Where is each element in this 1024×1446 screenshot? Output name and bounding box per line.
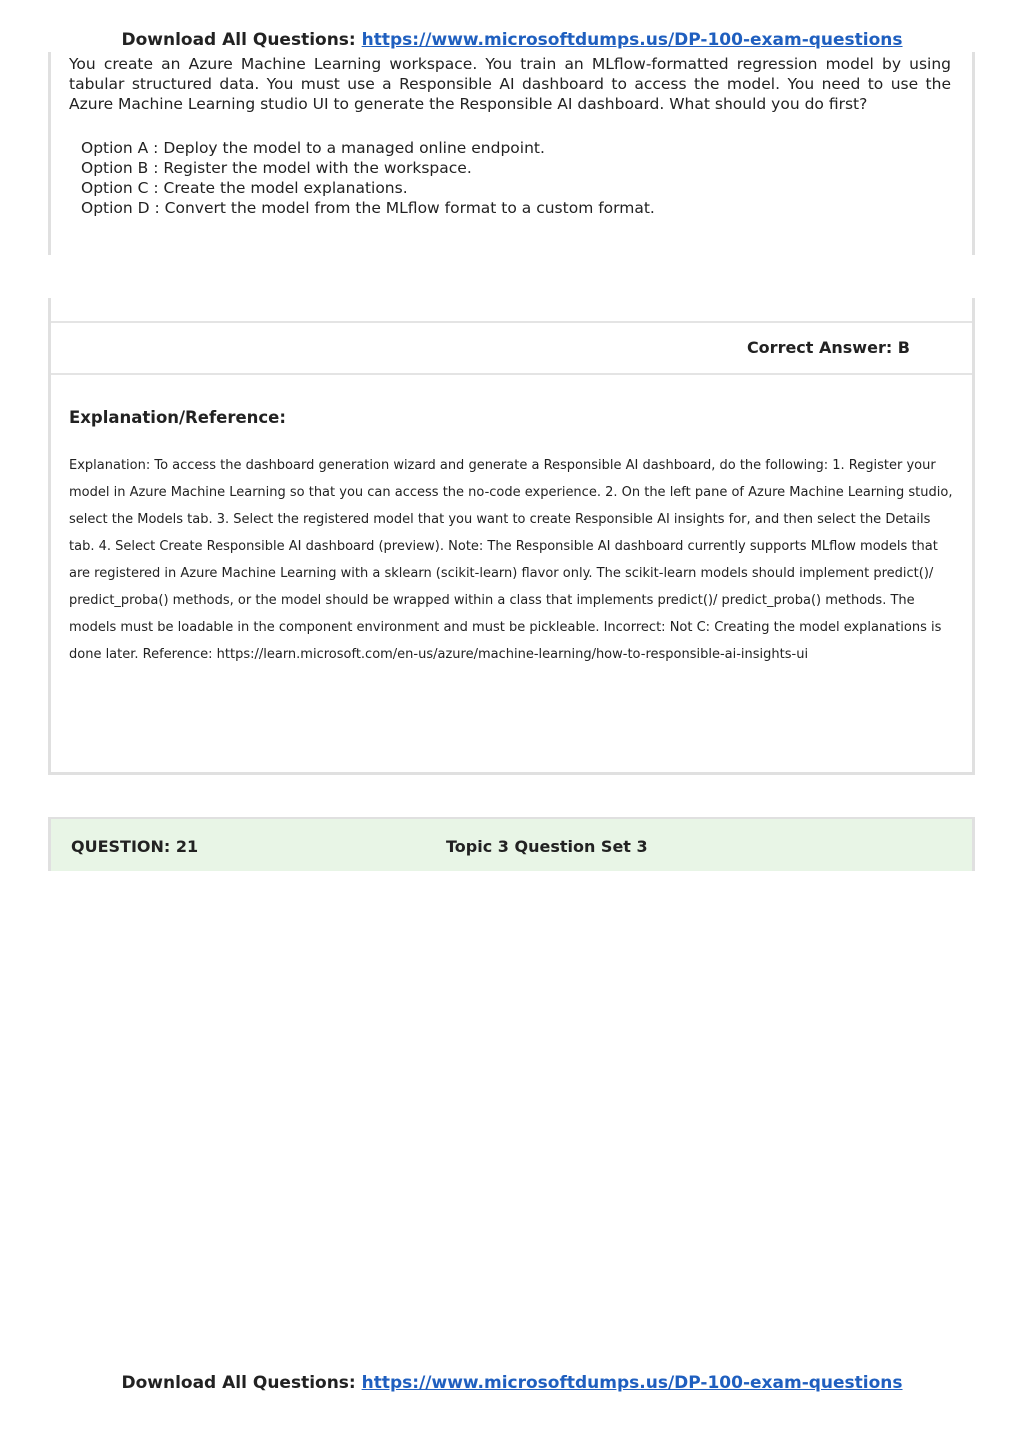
correct-answer: Correct Answer: B: [746, 338, 910, 357]
option-c: Option C : Create the model explanations.: [81, 179, 408, 197]
next-question-header: [48, 817, 975, 871]
download-link[interactable]: https://www.microsoftdumps.us/DP-100-exam-questions: [361, 1373, 903, 1393]
explanation-text: Explanation: To access the dashboard generation wizard and generate a Responsible AI dashboard, do the following: 1. Register your model in Azure Machine Learning so that you can access the no-code experience. 2. On the left pane of Azure Machine Learning studio, select the Models tab. 3. Select the registered model that you want to create Responsible AI insights for, and then select the Details tab. 4. Select Create Responsible AI dashboard (preview). Note: The Responsible AI dashboard currently supports MLflow models that are registered in Azure Machine Learning with a sklearn (scikit-learn) flavor only. The scikit-learn models should implement predict()/ predict_proba() methods, or the model should be wrapped within a class that implements predict()/ predict_proba() methods. The models must be loadable in the component environment and must be pickleable. Incorrect: Not C: Creating the model explanations is done later. Reference: https://learn.microsoft.com/en-us/azure/machine-learning/how-to-responsible-ai-insights-ui: [69, 458, 953, 662]
option-d: Option D : Convert the model from the MLflow format to a custom format.: [81, 199, 655, 217]
option-b: Option B : Register the model with the workspace.: [81, 159, 472, 177]
download-label: Download All Questions:: [121, 30, 356, 50]
download-banner-top: [0, 30, 1024, 50]
options-list: [81, 138, 951, 218]
question-number: QUESTION: 21: [71, 837, 199, 856]
explanation-title: Explanation/Reference:: [69, 408, 286, 427]
download-label: Download All Questions:: [121, 1373, 356, 1393]
option-a: Option A : Deploy the model to a managed online endpoint.: [81, 139, 545, 157]
download-link[interactable]: https://www.microsoftdumps.us/DP-100-exam-questions: [361, 30, 903, 50]
question-topic: Topic 3 Question Set 3: [446, 837, 648, 856]
answer-panel: [48, 298, 975, 775]
question-text: You create an Azure Machine Learning workspace. You train an MLflow-formatted regression model by using tabular structured data. You must use a Responsible AI dashboard to access the model. You need to use the Azure Machine Learning studio UI to generate the Responsible AI dashboard. What should you do first?: [69, 55, 951, 113]
correct-answer-row: [51, 321, 972, 375]
download-banner-bottom: [0, 1373, 1024, 1393]
question-panel: [48, 52, 975, 255]
